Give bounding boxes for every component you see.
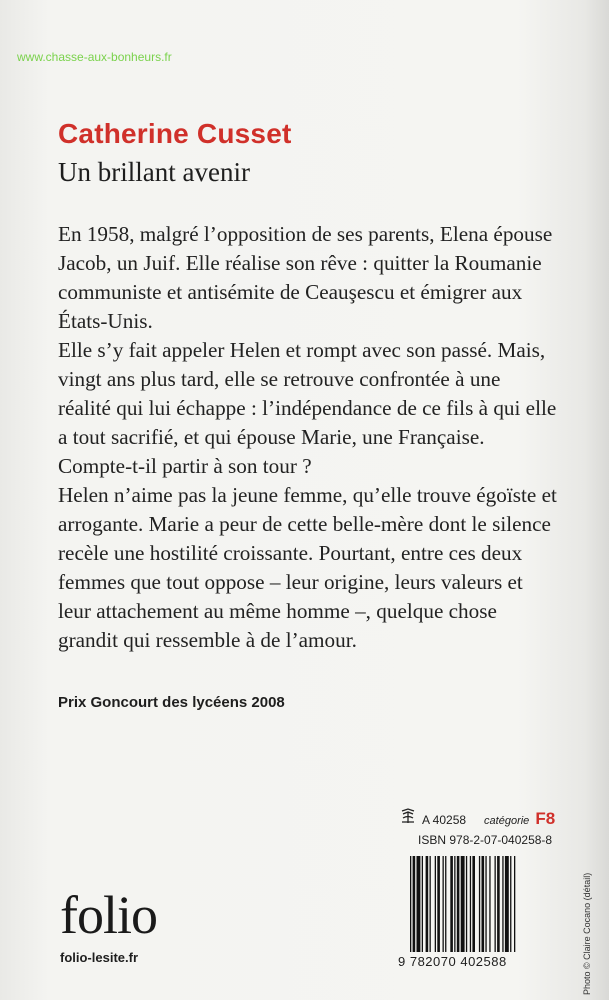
- barcode-bar: [497, 856, 500, 952]
- barcode-bar: [426, 856, 429, 952]
- barcode-bar: [510, 856, 511, 952]
- prize-label: Prix Goncourt des lycéens 2008: [58, 694, 285, 711]
- barcode-bar: [450, 856, 453, 952]
- category-value: F8: [535, 809, 556, 828]
- blurb-paragraph-2: Elle s’y fait appeler Helen et rompt avec son passé. Mais, vingt ans plus tard, elle se retrouve confrontée à une réalité qui lui échappe : l’indépendance de ce fils à qui elle a tout sacrifié, et qui épouse Marie, une Française. Compte-t-il partir à son tour ?: [58, 338, 557, 478]
- blurb-paragraph-3: Helen n’aime pas la jeune femme, qu’elle trouve égoïste et arrogante. Marie a peur de cette belle-mère dont le silence recèle une hostilité croissante. Pourtant, entre ces deux femmes que tout oppose – leur origine, leurs valeurs et leur attachement au même homme –, quelque chose grandit qui ressemble à de l’amour.: [58, 483, 557, 652]
- barcode-block: [398, 856, 550, 974]
- barcode-bar: [514, 856, 515, 952]
- barcode-bar: [485, 856, 486, 952]
- barcode-bar: [422, 856, 423, 952]
- catalog-row: [400, 808, 555, 829]
- barcode-bar: [454, 856, 455, 952]
- barcode-bar: [505, 856, 509, 952]
- barcode-bar: [466, 856, 467, 952]
- barcode-bar: [502, 856, 503, 952]
- barcode-bar: [457, 856, 460, 952]
- barcode-bar: [470, 856, 471, 952]
- barcode-bar: [430, 856, 431, 952]
- catalog-ref: A 40258: [422, 813, 467, 827]
- barcode-bar: [443, 856, 444, 952]
- barcode-bar: [435, 856, 436, 952]
- barcode-bar: [482, 856, 485, 952]
- photo-credit: Photo © Claire Cocano (détail): [582, 872, 592, 995]
- publisher-site: folio-lesite.fr: [60, 950, 139, 965]
- barcode-bar: [489, 856, 490, 952]
- barcode-bar: [417, 856, 421, 952]
- book-title: Un brillant avenir: [58, 157, 250, 187]
- barcode-bar: [495, 856, 496, 952]
- barcode-icon: [410, 856, 550, 952]
- author-name: Catherine Cusset: [58, 118, 292, 149]
- category-label: catégorie: [484, 815, 530, 827]
- gallimard-logo-icon: [400, 808, 416, 824]
- folio-logo: folio: [60, 885, 157, 945]
- barcode-bar: [413, 856, 416, 952]
- barcode-bar: [479, 856, 480, 952]
- isbn: ISBN 978-2-07-040258-8: [418, 833, 553, 847]
- barcode-bar: [472, 856, 475, 952]
- blurb: [58, 220, 558, 655]
- watermark-url: www.chasse-aux-bonheurs.fr: [17, 50, 172, 64]
- barcode-bar: [461, 856, 465, 952]
- blurb-paragraph-1: En 1958, malgré l’opposition de ses parents, Elena épouse Jacob, un Juif. Elle réalise son rêve : quitter la Roumanie communiste et antisémite de Ceauşescu et émigrer aux États-Unis.: [58, 222, 553, 333]
- barcode-bar: [437, 856, 440, 952]
- barcode-bar: [445, 856, 446, 952]
- barcode-bar: [410, 856, 411, 952]
- barcode-number: 9 782070 402588: [398, 954, 507, 969]
